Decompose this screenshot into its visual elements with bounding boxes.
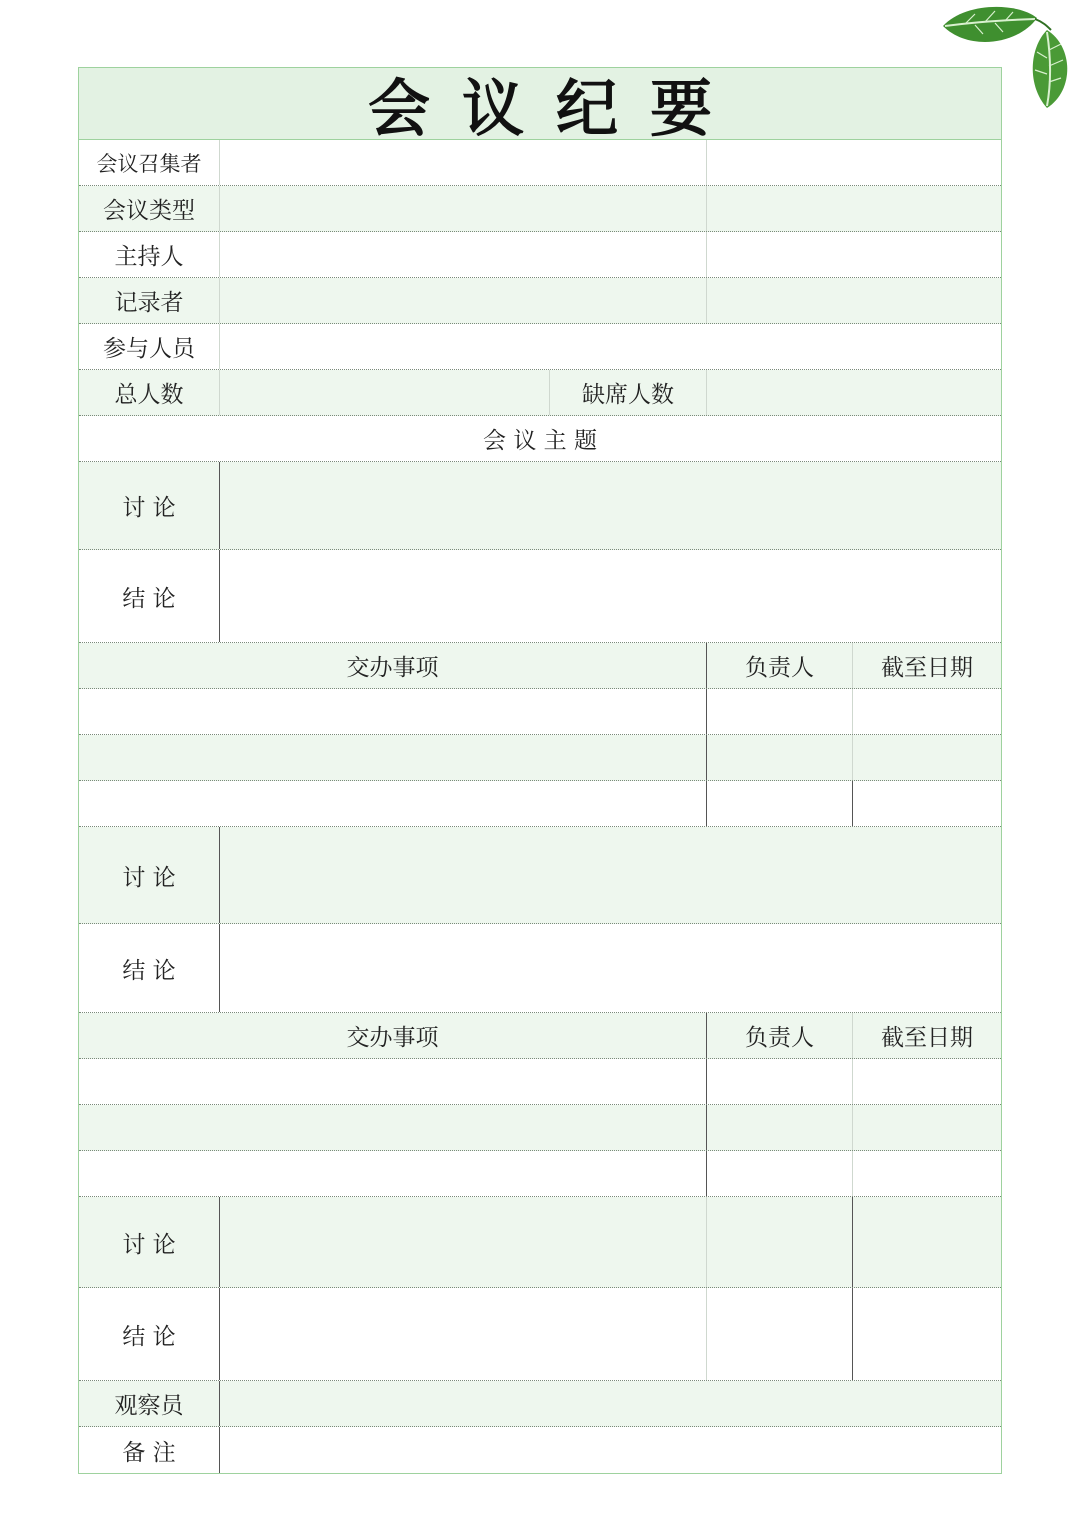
row-conclusion-1 — [79, 550, 1001, 643]
deadline-cell[interactable] — [853, 1105, 1001, 1150]
header-task: 交办事项 — [79, 1013, 707, 1058]
row-recorder — [79, 278, 1001, 324]
task-cell[interactable] — [79, 781, 707, 826]
table-row — [79, 689, 1001, 735]
deadline-cell[interactable] — [853, 689, 1001, 734]
label-observer: 观察员 — [79, 1381, 220, 1426]
owner-cell[interactable] — [707, 735, 853, 780]
label-host: 主持人 — [79, 232, 220, 277]
task-cell[interactable] — [79, 1151, 707, 1196]
field-convener-extra[interactable] — [707, 140, 1001, 185]
field-total-count-value[interactable] — [220, 370, 550, 415]
label-meeting-topic: 会 议 主 题 — [483, 428, 597, 454]
row-convener — [79, 140, 1001, 186]
deadline-cell[interactable] — [853, 781, 1001, 826]
field-discussion-2[interactable] — [220, 827, 1001, 923]
label-total-count: 总人数 — [79, 370, 220, 415]
label-absent-count: 缺席人数 — [550, 370, 707, 415]
field-meeting-type-extra[interactable] — [707, 186, 1001, 231]
row-meeting-type — [79, 186, 1001, 232]
field-conclusion-3[interactable] — [220, 1288, 707, 1380]
field-conclusion-1[interactable] — [220, 550, 1001, 642]
row-tasks-header-2 — [79, 1013, 1001, 1059]
field-conclusion-3-deadline[interactable] — [853, 1288, 1001, 1380]
owner-cell[interactable] — [707, 1105, 853, 1150]
field-discussion-3-owner[interactable] — [707, 1197, 853, 1287]
label-convener: 会议召集者 — [79, 140, 220, 185]
field-participants-value[interactable] — [220, 324, 1001, 369]
task-cell[interactable] — [79, 689, 707, 734]
row-conclusion-3 — [79, 1288, 1001, 1381]
row-meeting-topic — [79, 416, 1001, 462]
label-conclusion: 结 论 — [79, 1288, 220, 1380]
task-cell[interactable] — [79, 735, 707, 780]
label-remarks: 备 注 — [79, 1427, 220, 1473]
deadline-cell[interactable] — [853, 1151, 1001, 1196]
table-row — [79, 1105, 1001, 1151]
page-title: 会议纪要 — [79, 68, 1001, 140]
row-headcount — [79, 370, 1001, 416]
header-owner: 负责人 — [707, 643, 853, 688]
table-row — [79, 781, 1001, 827]
label-conclusion: 结 论 — [79, 550, 220, 642]
label-conclusion: 结 论 — [79, 924, 220, 1012]
field-conclusion-3-owner[interactable] — [707, 1288, 853, 1380]
field-host-value[interactable] — [220, 232, 707, 277]
label-meeting-type: 会议类型 — [79, 186, 220, 231]
field-host-extra[interactable] — [707, 232, 1001, 277]
header-deadline: 截至日期 — [881, 655, 973, 681]
deadline-cell[interactable] — [853, 735, 1001, 780]
field-observer-value[interactable] — [220, 1381, 1001, 1426]
task-cell[interactable] — [79, 1059, 707, 1104]
label-participants: 参与人员 — [79, 324, 220, 369]
table-row — [79, 1151, 1001, 1197]
field-discussion-1[interactable] — [220, 462, 1001, 549]
row-remarks — [79, 1427, 1001, 1473]
field-conclusion-2[interactable] — [220, 924, 1001, 1012]
header-owner: 负责人 — [707, 1013, 853, 1058]
label-discussion: 讨 论 — [79, 827, 220, 923]
header-deadline: 截至日期 — [881, 1025, 973, 1051]
row-participants — [79, 324, 1001, 370]
field-meeting-type-value[interactable] — [220, 186, 707, 231]
owner-cell[interactable] — [707, 689, 853, 734]
row-observer — [79, 1381, 1001, 1427]
row-discussion-1 — [79, 462, 1001, 550]
owner-cell[interactable] — [707, 781, 853, 826]
field-absent-count-value[interactable] — [707, 370, 1001, 415]
field-recorder-extra[interactable] — [707, 278, 1001, 323]
deadline-cell[interactable] — [853, 1059, 1001, 1104]
header-task: 交办事项 — [79, 643, 707, 688]
field-recorder-value[interactable] — [220, 278, 707, 323]
label-discussion: 讨 论 — [79, 462, 220, 549]
field-remarks-value[interactable] — [220, 1427, 1001, 1473]
meeting-minutes-form — [78, 67, 1002, 1474]
row-conclusion-2 — [79, 924, 1001, 1013]
row-discussion-2 — [79, 827, 1001, 924]
owner-cell[interactable] — [707, 1059, 853, 1104]
row-discussion-3 — [79, 1197, 1001, 1288]
table-row — [79, 1059, 1001, 1105]
label-recorder: 记录者 — [79, 278, 220, 323]
field-convener-value[interactable] — [220, 140, 707, 185]
row-host — [79, 232, 1001, 278]
field-discussion-3[interactable] — [220, 1197, 707, 1287]
row-tasks-header-1 — [79, 643, 1001, 689]
table-row — [79, 735, 1001, 781]
field-discussion-3-deadline[interactable] — [853, 1197, 1001, 1287]
owner-cell[interactable] — [707, 1151, 853, 1196]
label-discussion: 讨 论 — [79, 1197, 220, 1287]
task-cell[interactable] — [79, 1105, 707, 1150]
